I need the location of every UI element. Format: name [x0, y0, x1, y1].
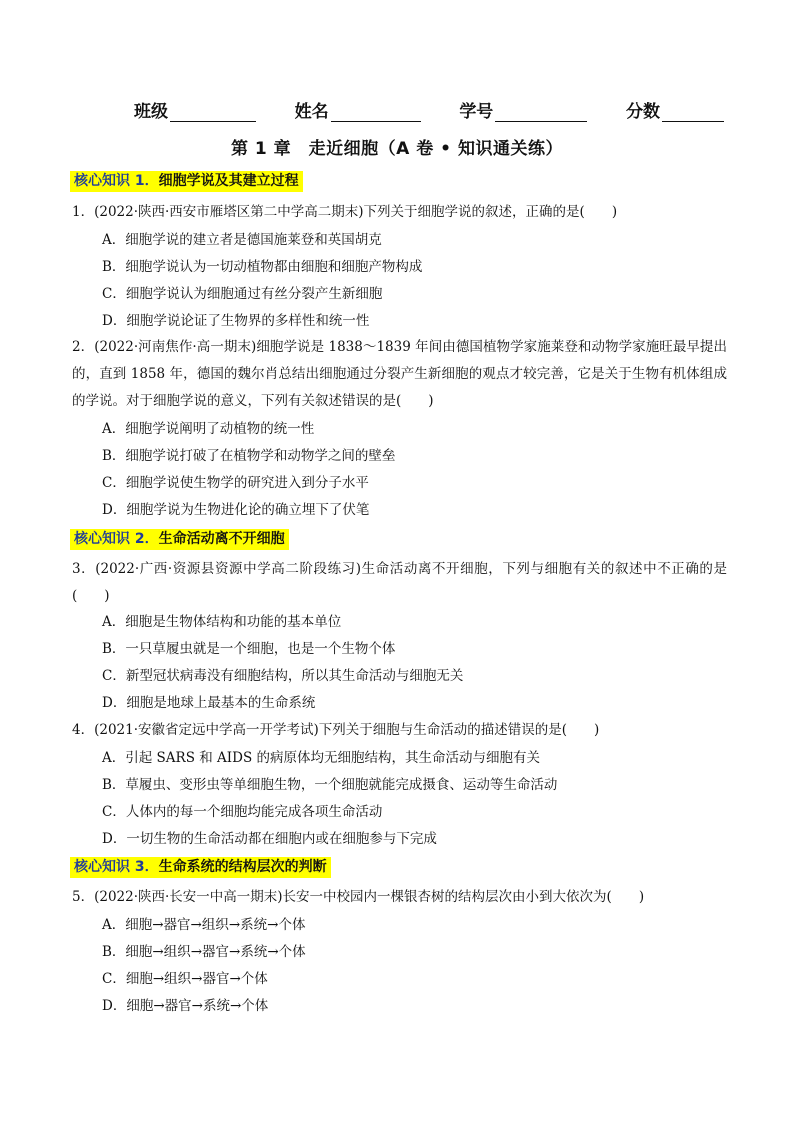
section-heading-3 [70, 857, 331, 878]
name-label: 姓名 [294, 102, 329, 122]
question-5-option-d[interactable]: D．细胞→器官→系统→个体 [102, 998, 269, 1014]
question-1-option-b[interactable]: B．细胞学说认为一切动植物都由细胞和细胞产物构成 [102, 259, 423, 275]
student-id-blank[interactable] [495, 103, 587, 122]
question-2-stem: 2．(2022·河南焦作·高一期末)细胞学说是 1838～1839 年间由德国植物学家施莱登和动物学家施旺最早提出的，直到 1858 年，德国的魏尔肖总结出细胞通过分裂产生新细胞的观点才较完善，它是关于生物有机体组成的学说。对于细胞学说的意义，下列有关叙述错误的是( ) [72, 339, 727, 409]
score-blank[interactable] [662, 103, 724, 122]
question-5-option-a[interactable]: A．细胞→器官→组织→系统→个体 [102, 917, 306, 933]
question-2-option-c[interactable]: C．细胞学说使生物学的研究进入到分子水平 [102, 475, 369, 491]
section-tag: 核心知识 3． [74, 859, 159, 875]
section-tag: 核心知识 2． [74, 531, 159, 547]
question-2-option-b[interactable]: B．细胞学说打破了在植物学和动物学之间的壁垒 [102, 448, 396, 464]
student-id-field [459, 97, 587, 122]
question-5-stem: 5．(2022·陕西·长安一中高一期末)长安一中校园内一棵银杏树的结构层次由小到大依次为( ) [72, 889, 645, 905]
question-5-option-b[interactable]: B．细胞→组织→器官→系统→个体 [102, 944, 306, 960]
class-field [134, 97, 256, 122]
score-label: 分数 [625, 102, 660, 122]
question-3-option-b[interactable]: B．一只草履虫就是一个细胞，也是一个生物个体 [102, 641, 396, 657]
question-2-option-d[interactable]: D．细胞学说为生物进化论的确立埋下了伏笔 [102, 502, 370, 518]
question-4-option-d[interactable]: D．一切生物的生命活动都在细胞内或在细胞参与下完成 [102, 831, 437, 847]
question-3-option-a[interactable]: A．细胞是生物体结构和功能的基本单位 [102, 614, 342, 630]
question-4-option-a[interactable]: A．引起 SARS 和 AIDS 的病原体均无细胞结构，其生命活动与细胞有关 [102, 750, 540, 766]
score-field [626, 97, 724, 122]
question-3-option-d[interactable]: D．细胞是地球上最基本的生命系统 [102, 695, 316, 711]
question-5-option-c[interactable]: C．细胞→组织→器官→个体 [102, 971, 268, 987]
student-id-label: 学号 [459, 102, 494, 122]
name-blank[interactable] [331, 103, 421, 122]
section-heading-2 [70, 529, 289, 550]
class-label: 班级 [134, 102, 168, 122]
question-4-option-c[interactable]: C．人体内的每一个细胞均能完成各项生命活动 [102, 804, 383, 820]
question-4-option-b[interactable]: B．草履虫、变形虫等单细胞生物，一个细胞就能完成摄食、运动等生命活动 [102, 777, 558, 793]
question-2-option-a[interactable]: A．细胞学说阐明了动植物的统一性 [102, 421, 315, 437]
section-name: 生命系统的结构层次的判断 [158, 859, 327, 875]
question-4-stem: 4．(2021·安徽省定远中学高一开学考试)下列关于细胞与生命活动的描述错误的是( ) [72, 722, 600, 738]
question-1-option-d[interactable]: D．细胞学说论证了生物界的多样性和统一性 [102, 313, 370, 329]
section-name: 生命活动离不开细胞 [158, 531, 285, 547]
section-heading-1 [70, 171, 303, 192]
question-3-option-c[interactable]: C．新型冠状病毒没有细胞结构，所以其生命活动与细胞无关 [102, 668, 464, 684]
question-1-option-a[interactable]: A．细胞学说的建立者是德国施莱登和英国胡克 [102, 232, 382, 248]
section-tag: 核心知识 1． [74, 173, 159, 189]
question-1-stem: 1．(2022·陕西·西安市雁塔区第二中学高二期末)下列关于细胞学说的叙述，正确的是( ) [72, 204, 618, 220]
class-blank[interactable] [170, 103, 256, 122]
question-3-stem: 3．(2022·广西·资源县资源中学高二阶段练习)生命活动离不开细胞，下列与细胞有关的叙述中不正确的是( ) [72, 561, 727, 604]
student-info-line [134, 97, 724, 122]
page-title: 第 1 章 走近细胞（A 卷 • 知识通关练） [231, 139, 563, 159]
question-1-option-c[interactable]: C．细胞学说认为细胞通过有丝分裂产生新细胞 [102, 286, 383, 302]
name-field [295, 97, 421, 122]
section-name: 细胞学说及其建立过程 [158, 173, 299, 189]
